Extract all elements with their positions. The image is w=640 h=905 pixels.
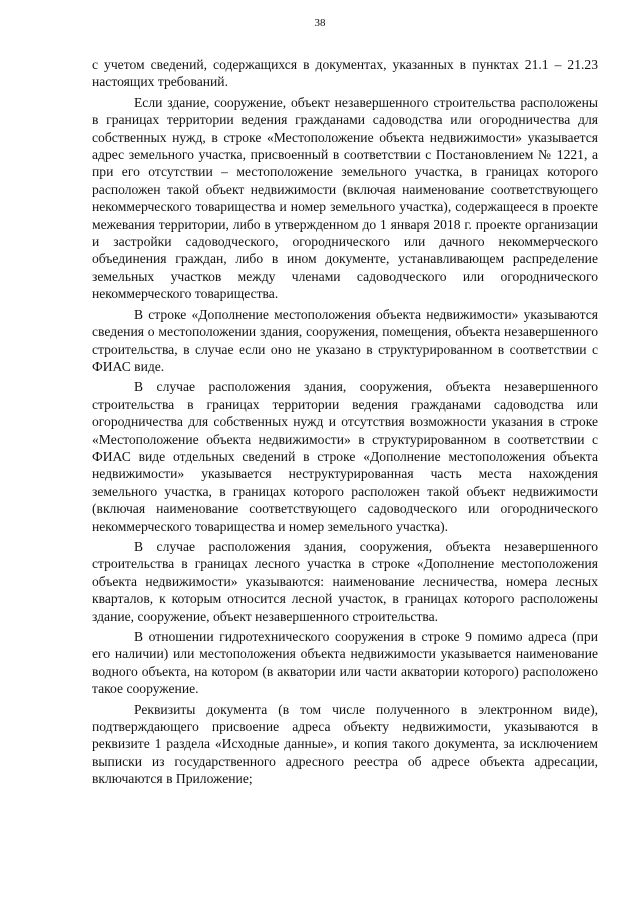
paragraph-forest-plot: В случае расположения здания, сооружения, объекта незавершенного строительства в границах лесного участка в строке «Дополнение местоположения объекта недвижимости» указываются: наименование лесничества, номера лесных кварталов, к которым относится лесной участок, в границах которого расположены здание, сооружение, объект незавершенного строительства.	[92, 538, 598, 624]
paragraph-garden-territory-location: Если здание, сооружение, объект незавершенного строительства расположены в границах территории ведения гражданами садоводства или огородничества для собственных нужд, в строке «Местоположение объекта недвижимости» указывается адрес земельного участка, присвоенный в соответствии с Постановлением № 1221, а при его отсутствии – местоположение земельного участка, в границах которого расположен такой объект недвижимости (включая наименование соответствующего некоммерческого товарищества и номер земельного участка), содержащееся в проекте межевания территории, либо в утвержденном до 1 января 2018 г. проекте организации и застройки садоводческого, огороднического или дачного некоммерческого объединения граждан, либо в ином документе, устанавливающем распределение земельных участков между членами садоводческого или огороднического некоммерческого товарищества.	[92, 94, 598, 302]
paragraph-address-document-details: Реквизиты документа (в том числе полученного в электронном виде), подтверждающего присвоение адреса объекту недвижимости, указываются в реквизите 1 раздела «Исходные данные», и копия такого документа, за исключением выписки из государственного адресного реестра об адресе объекта адресации, включаются в Приложение;	[92, 701, 598, 787]
paragraph-location-supplement: В строке «Дополнение местоположения объекта недвижимости» указываются сведения о местоположении здания, сооружения, помещения, объекта незавершенного строительства, в случае если оно не указано в структурированном в соответствии с ФИАС виде.	[92, 306, 598, 374]
document-body	[92, 56, 598, 791]
page-number: 38	[314, 17, 326, 29]
paragraph-unstructured-location: В случае расположения здания, сооружения, объекта незавершенного строительства в границах территории ведения гражданами садоводства или огородничества для собственных нужд и отсутствия возможности указания в строке «Местоположение объекта недвижимости» в структурированном в соответствии с ФИАС виде отдельных сведений в строке «Дополнение местоположения объекта недвижимости» указывается неструктурированная часть места нахождения земельного участка, в границах которого расположен такой объект недвижимости (включая наименование соответствующего садоводческого или огороднического некоммерческого товарищества и номер земельного участка).	[92, 379, 598, 534]
paragraph-hydraulic-structure: В отношении гидротехнического сооружения в строке 9 помимо адреса (при его наличии) или местоположения объекта недвижимости указывается наименование водного объекта, на котором (в акватории или части акватории которого) расположено такое сооружение.	[92, 629, 598, 697]
paragraph-continuation: с учетом сведений, содержащихся в документах, указанных в пунктах 21.1 – 21.23 настоящих требований.	[92, 57, 598, 90]
